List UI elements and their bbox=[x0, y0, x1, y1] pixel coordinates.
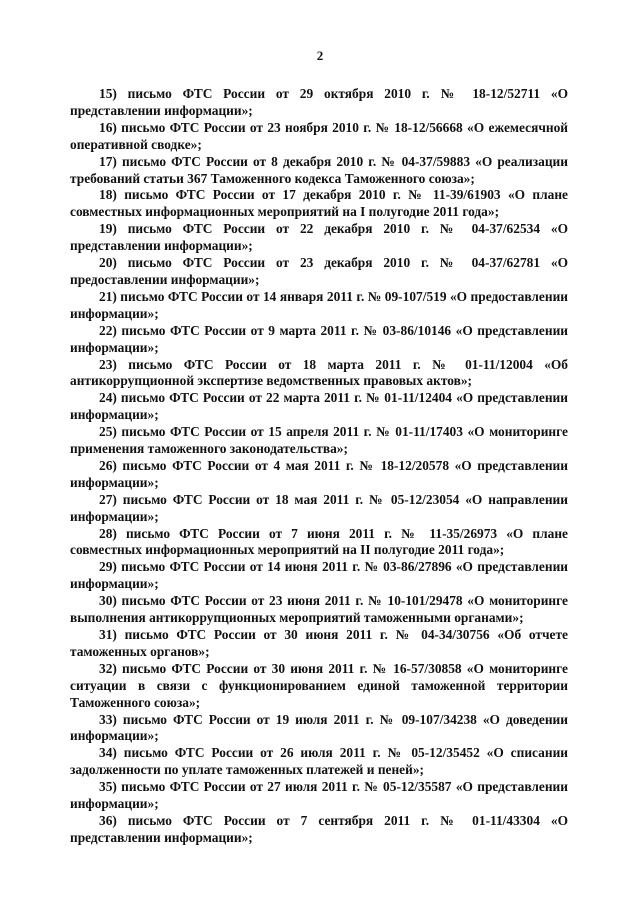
list-item: 33) письмо ФТС России от 19 июля 2011 г. № 09-107/34238 «О доведении информации»; bbox=[70, 711, 568, 744]
list-item: 25) письмо ФТС России от 15 апреля 2011 г. № 01-11/17403 «О мониторинге применения таможенного законодательства»; bbox=[70, 424, 568, 457]
list-item: 29) письмо ФТС России от 14 июня 2011 г. № 03-86/27896 «О представлении информации»; bbox=[70, 559, 568, 592]
list-item: 31) письмо ФТС России от 30 июня 2011 г. № 04-34/30756 «Об отчете таможенных органов»; bbox=[70, 627, 568, 659]
list-item: 20) письмо ФТС России от 23 декабря 2010 г. № 04-37/62781 «О предоставлении информации»; bbox=[70, 255, 568, 287]
list-item: 35) письмо ФТС России от 27 июля 2011 г. № 05-12/35587 «О представлении информации»; bbox=[70, 779, 568, 812]
list-item: 28) письмо ФТС России от 7 июня 2011 г. № 11-35/26973 «О плане совместных информационных мероприятий на II полугодие 2011 года»; bbox=[70, 525, 568, 558]
list-item: 18) письмо ФТС России от 17 декабря 2010 г. № 11-39/61903 «О плане совместных информационных мероприятий на I полугодие 2011 года»; bbox=[70, 187, 568, 220]
list-item: 23) письмо ФТС России от 18 марта 2011 г. № 01-11/12004 «Об антикоррупционной экспертизе ведомственных правовых актов»; bbox=[70, 356, 568, 389]
list-item: 32) письмо ФТС России от 30 июня 2011 г. № 16-57/30858 «О мониторинге ситуации в связи с функционированием единой таможенной территории Таможенного союза»; bbox=[70, 660, 568, 710]
list-item: 30) письмо ФТС России от 23 июня 2011 г. № 10-101/29478 «О мониторинге выполнения антикоррупционных мероприятий таможенными органами»; bbox=[70, 593, 568, 626]
page-number: 2 bbox=[316, 48, 324, 63]
list-item: 22) письмо ФТС России от 9 марта 2011 г. № 03-86/10146 «О представлении информации»; bbox=[70, 322, 568, 355]
list-item: 21) письмо ФТС России от 14 января 2011 г. № 09-107/519 «О предоставлении информации»; bbox=[70, 288, 568, 321]
list-item: 16) письмо ФТС России от 23 ноября 2010 г. № 18-12/56668 «О ежемесячной оперативной сводке»; bbox=[70, 119, 568, 152]
list-item: 15) письмо ФТС России от 29 октября 2010 г. № 18-12/52711 «О представлении информации»; bbox=[70, 86, 568, 118]
list-item: 24) письмо ФТС России от 22 марта 2011 г. № 01-11/12404 «О представлении информации»; bbox=[70, 390, 568, 423]
document-list bbox=[70, 86, 568, 847]
list-item: 34) письмо ФТС России от 26 июля 2011 г. № 05-12/35452 «О списании задолженности по уплате таможенных платежей и пеней»; bbox=[70, 745, 568, 778]
list-item: 17) письмо ФТС России от 8 декабря 2010 г. № 04-37/59883 «О реализации требований статьи 367 Таможенного кодекса Таможенного союза»; bbox=[70, 153, 568, 186]
list-item: 19) письмо ФТС России от 22 декабря 2010 г. № 04-37/62534 «О представлении информации»; bbox=[70, 221, 568, 254]
list-item: 36) письмо ФТС России от 7 сентября 2011 г. № 01-11/43304 «О представлении информации»; bbox=[70, 812, 568, 845]
list-item: 26) письмо ФТС России от 4 мая 2011 г. № 18-12/20578 «О представлении информации»; bbox=[70, 457, 568, 490]
list-item: 27) письмо ФТС России от 18 мая 2011 г. № 05-12/23054 «О направлении информации»; bbox=[70, 491, 568, 524]
